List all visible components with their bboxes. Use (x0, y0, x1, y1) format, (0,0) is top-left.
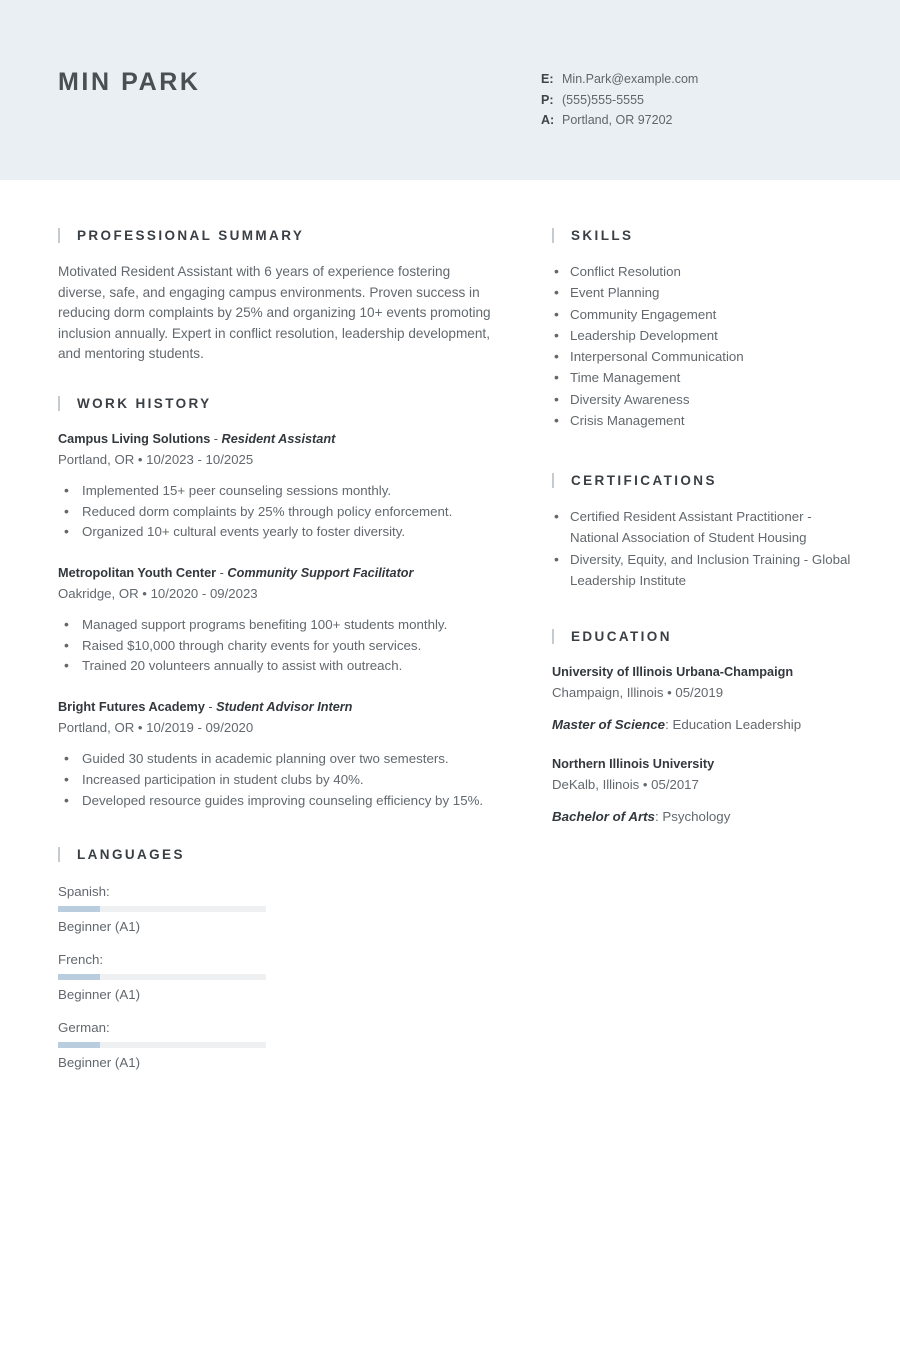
language-item (58, 881, 288, 937)
section-heading (552, 473, 852, 488)
section-languages (58, 847, 498, 1085)
work-entry-title (58, 698, 498, 717)
accent-bar-icon (552, 473, 554, 488)
work-company: Bright Futures Academy (58, 700, 205, 715)
left-column (58, 228, 498, 1116)
section-skills (552, 228, 852, 432)
language-level: Beginner (A1) (58, 1055, 141, 1071)
list-item: • Increased participation in student clubs by 40%. (58, 770, 498, 791)
accent-bar-icon (552, 228, 554, 243)
language-name: Spanish: (58, 884, 110, 900)
language-proficiency-fill (58, 1042, 100, 1048)
education-entry (552, 755, 852, 827)
section-heading (552, 629, 852, 644)
section-title: CERTIFICATIONS (571, 472, 717, 488)
list-item: • Guided 30 students in academic planning over two semesters. (58, 749, 498, 770)
education-location-date: Champaign, Illinois • 05/2019 (552, 685, 724, 701)
education-list (552, 663, 852, 827)
work-bullet-list (58, 749, 498, 811)
contact-label: E: (541, 72, 554, 86)
language-proficiency-fill (58, 974, 100, 980)
section-heading (58, 396, 498, 411)
work-history-list (58, 430, 498, 811)
education-degree-separator: : (665, 717, 673, 733)
section-title: PROFESSIONAL SUMMARY (77, 228, 305, 243)
summary-text: Motivated Resident Assistant with 6 years of experience fostering diverse, safe, and engaging campus environments. Proven success in reducing dorm complaints by 25% and organizing 10+ events promoting inclusion annually. Expert in conflict resolution, leadership development, and mentoring students. (58, 264, 491, 362)
work-location-dates: Portland, OR • 10/2023 - 10/2025 (58, 451, 254, 467)
contact-row (541, 90, 698, 111)
list-item: • Raised $10,000 through charity events for youth services. (58, 636, 498, 657)
right-column (552, 228, 852, 858)
language-proficiency-bar (58, 974, 266, 980)
education-degree (552, 807, 852, 827)
education-location-date: DeKalb, Illinois • 05/2017 (552, 777, 699, 793)
section-title: EDUCATION (571, 629, 672, 645)
skill-item: • Community Engagement (552, 305, 852, 326)
work-entry (58, 698, 498, 811)
page-title: MIN PARK (58, 68, 201, 96)
education-degree-name: Master of Science (552, 717, 666, 733)
contact-label: P: (541, 92, 554, 107)
work-entry (58, 430, 498, 543)
work-company: Metropolitan Youth Center (58, 566, 217, 581)
section-professional-summary (58, 228, 498, 365)
section-education (552, 629, 852, 827)
language-name: French: (58, 952, 104, 968)
skill-item: • Leadership Development (552, 326, 852, 347)
education-degree-field: Psychology (662, 809, 731, 825)
list-item: • Reduced dorm complaints by 25% through policy enforcement. (58, 502, 498, 523)
language-item (58, 1017, 288, 1073)
list-item: • Organized 10+ cultural events yearly to foster diversity. (58, 522, 498, 543)
accent-bar-icon (58, 228, 60, 243)
section-title: SKILLS (571, 228, 634, 243)
skills-list (552, 262, 852, 432)
education-school: University of Illinois Urbana-Champaign (552, 665, 794, 680)
education-degree-separator: : (654, 809, 663, 825)
education-degree-field: Education Leadership (672, 717, 802, 733)
certification-item: • Diversity, Equity, and Inclusion Training - Global Leadership Institute (552, 550, 852, 592)
resume-header (0, 0, 900, 180)
education-degree (552, 715, 852, 735)
work-separator: - (204, 700, 217, 715)
skill-item: • Diversity Awareness (552, 390, 852, 411)
work-separator: - (216, 566, 228, 581)
accent-bar-icon (552, 629, 554, 644)
section-heading (58, 228, 498, 243)
section-heading (552, 228, 852, 243)
section-heading (58, 847, 498, 862)
skill-item: • Time Management (552, 368, 852, 389)
section-certifications (552, 473, 852, 592)
skill-item: • Crisis Management (552, 411, 852, 432)
section-title: WORK HISTORY (77, 395, 212, 411)
accent-bar-icon (58, 396, 60, 411)
skill-item: • Interpersonal Communication (552, 347, 852, 368)
language-proficiency-bar (58, 1042, 266, 1048)
contact-value: Min.Park@example.com (562, 72, 699, 86)
work-separator: - (210, 431, 222, 446)
list-item: • Managed support programs benefiting 100+ students monthly. (58, 615, 498, 636)
work-entry-title (58, 430, 498, 449)
section-title: LANGUAGES (77, 847, 185, 863)
work-location-dates: Portland, OR • 10/2019 - 09/2020 (58, 720, 254, 736)
work-entry (58, 564, 498, 677)
contact-value: (555)555-5555 (562, 92, 645, 107)
certifications-list (552, 507, 852, 592)
list-item: • Trained 20 volunteers annually to assist with outreach. (58, 656, 498, 677)
language-level: Beginner (A1) (58, 919, 141, 935)
work-role: Community Support Facilitator (227, 566, 414, 581)
education-entry (552, 663, 852, 735)
contact-value: Portland, OR 97202 (562, 113, 673, 128)
skill-item: • Conflict Resolution (552, 262, 852, 283)
language-proficiency-bar (58, 906, 266, 912)
work-company: Campus Living Solutions (58, 431, 211, 446)
contact-block (541, 69, 698, 131)
language-name: German: (58, 1020, 110, 1036)
languages-list (58, 881, 498, 1085)
contact-row (541, 110, 698, 131)
contact-label: A: (541, 113, 555, 128)
work-bullet-list (58, 481, 498, 543)
language-level: Beginner (A1) (58, 987, 141, 1003)
language-item (58, 949, 288, 1005)
contact-row (541, 69, 698, 90)
accent-bar-icon (58, 847, 60, 862)
list-item: • Implemented 15+ peer counseling sessions monthly. (58, 481, 498, 502)
work-role: Resident Assistant (221, 431, 336, 446)
work-entry-title (58, 564, 498, 583)
list-item: • Developed resource guides improving counseling efficiency by 15%. (58, 791, 498, 812)
certification-item: • Certified Resident Assistant Practitioner - National Association of Student Housing (552, 507, 852, 549)
work-role: Student Advisor Intern (216, 700, 353, 715)
work-location-dates: Oakridge, OR • 10/2020 - 09/2023 (58, 586, 258, 602)
skill-item: • Event Planning (552, 283, 852, 304)
education-school: Northern Illinois University (552, 757, 715, 772)
section-work-history (58, 396, 498, 811)
language-proficiency-fill (58, 906, 100, 912)
work-bullet-list (58, 615, 498, 677)
education-degree-name: Bachelor of Arts (552, 809, 655, 825)
